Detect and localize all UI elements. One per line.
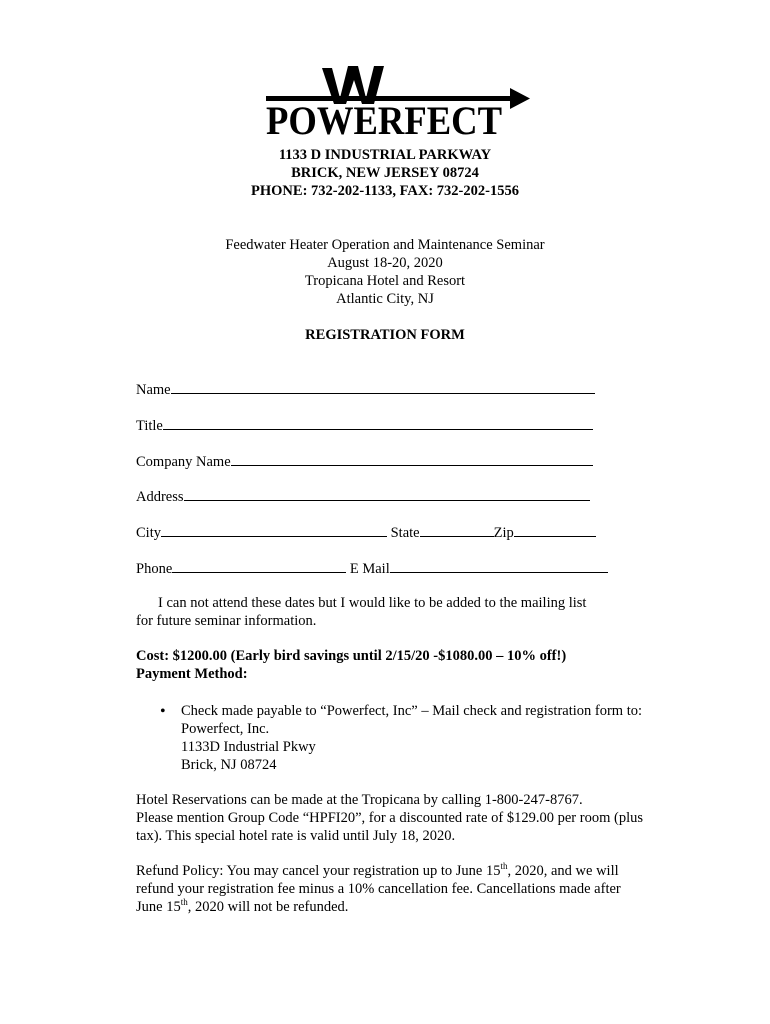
refund-line1-sup: th — [500, 861, 508, 872]
address-field[interactable] — [184, 486, 590, 501]
state-label: State — [390, 525, 420, 541]
event-title: Feedwater Heater Operation and Maintenance Seminar — [225, 237, 545, 253]
event-venue: Tropicana Hotel and Resort — [304, 273, 466, 289]
powerfect-logo — [262, 60, 532, 140]
address-row — [136, 486, 590, 506]
form-heading: REGISTRATION FORM — [305, 327, 465, 343]
event-location: Atlantic City, NJ — [336, 291, 434, 307]
phone-row — [136, 558, 608, 578]
refund-line3-text: June 15 — [136, 899, 181, 915]
company-label: Company Name — [136, 454, 231, 470]
refund-line3-tail: , 2020 will not be refunded. — [187, 899, 349, 915]
phone-fax: PHONE: 732-202-1133, FAX: 732-202-1556 — [251, 183, 519, 199]
mail-address-line1: Powerfect, Inc. — [181, 721, 270, 737]
payment-method-label: Payment Method: — [136, 666, 248, 682]
address-line2: BRICK, NEW JERSEY 08724 — [291, 165, 479, 181]
city-row — [136, 522, 596, 542]
hotel-line1: Hotel Reservations can be made at the Tropicana by calling 1-800-247-8767. — [136, 792, 583, 808]
refund-line3-sup: th — [180, 897, 188, 908]
refund-line1-tail: , 2020, and we will — [507, 863, 619, 879]
bullet-icon: • — [160, 703, 166, 720]
refund-line3 — [136, 898, 348, 916]
title-field[interactable] — [163, 415, 593, 430]
name-row — [136, 379, 595, 399]
mail-address-line2: 1133D Industrial Pkwy — [181, 739, 316, 755]
mailing-note-line1: I can not attend these dates but I would like to be added to the mailing list — [158, 595, 587, 611]
name-label: Name — [136, 382, 171, 398]
zip-label: Zip — [493, 525, 514, 541]
zip-field[interactable] — [514, 522, 596, 537]
state-field[interactable] — [420, 522, 494, 537]
city-label: City — [136, 525, 161, 541]
mailing-note-line2: for future seminar information. — [136, 613, 317, 629]
event-dates: August 18-20, 2020 — [327, 255, 443, 271]
address-label: Address — [136, 489, 184, 505]
phone-field[interactable] — [172, 558, 346, 573]
name-field[interactable] — [171, 379, 595, 394]
hotel-line2: Please mention Group Code “HPFI20”, for a discounted rate of $129.00 per room (plus — [136, 810, 643, 826]
company-row — [136, 451, 593, 471]
svg-text:POWERFECT: POWERFECT — [266, 98, 503, 140]
check-instructions: Check made payable to “Powerfect, Inc” – Mail check and registration form to: — [181, 703, 643, 719]
address-line1: 1133 D INDUSTRIAL PARKWAY — [278, 147, 492, 163]
company-field[interactable] — [231, 451, 593, 466]
cost-line: Cost: $1200.00 (Early bird savings until 2/15/20 -$1080.00 – 10% off!) — [136, 648, 567, 664]
mail-address-line3: Brick, NJ 08724 — [181, 757, 277, 773]
email-field[interactable] — [390, 558, 608, 573]
email-label: E Mail — [349, 561, 390, 577]
city-field[interactable] — [161, 522, 387, 537]
title-label: Title — [136, 418, 163, 434]
refund-line1-text: Refund Policy: You may cancel your registration up to June 15 — [136, 863, 501, 879]
hotel-line3: tax). This special hotel rate is valid until July 18, 2020. — [136, 828, 456, 844]
refund-line2: refund your registration fee minus a 10% cancellation fee. Cancellations made after — [136, 881, 621, 897]
phone-label: Phone — [136, 561, 173, 577]
refund-line1 — [136, 862, 619, 880]
title-row — [136, 415, 593, 435]
